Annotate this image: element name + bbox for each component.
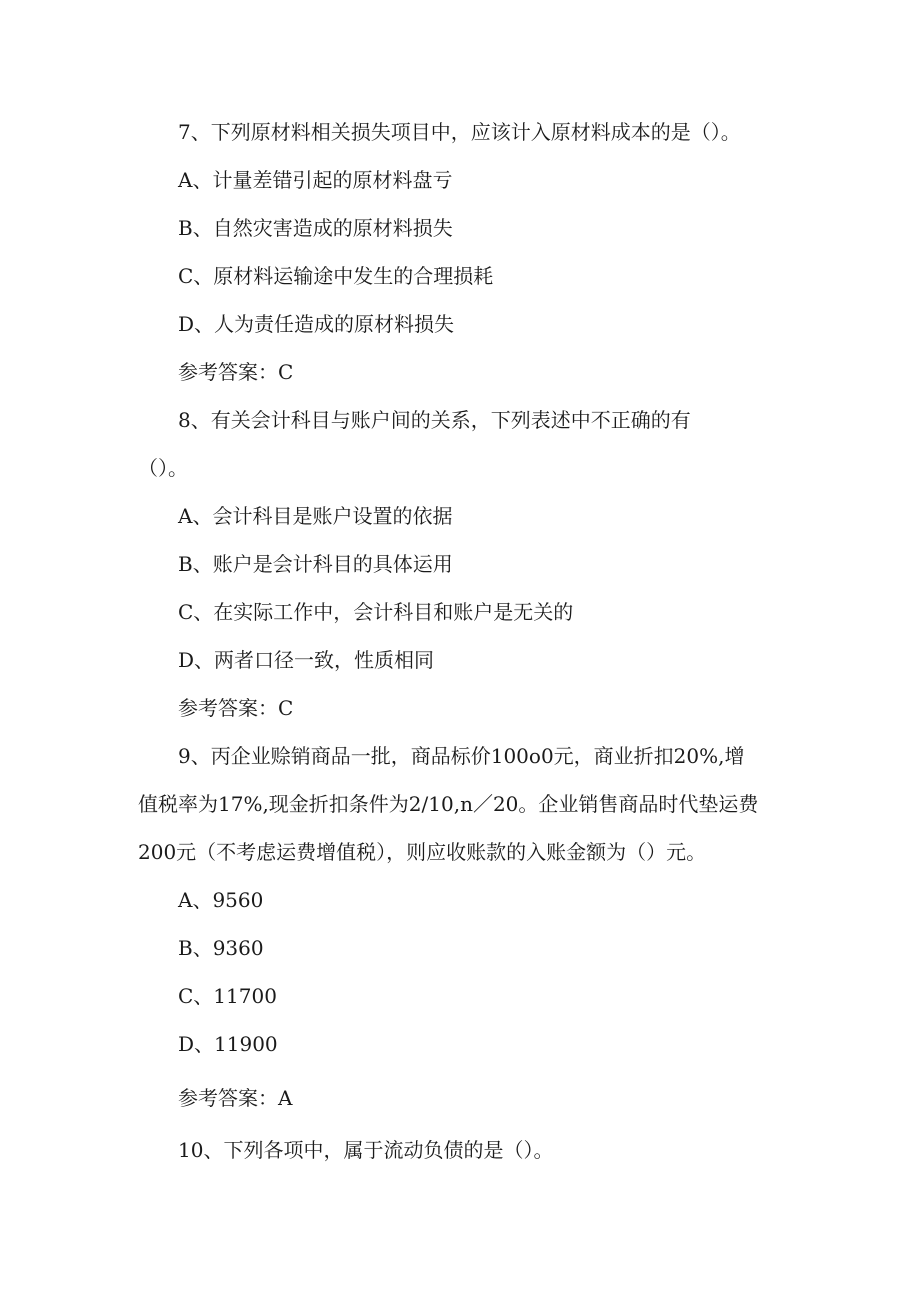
question-10-stem: 10、下列各项中，属于流动负债的是（）。 — [178, 1138, 554, 1162]
question-7-option-d: D、人为责任造成的原材料损失 — [178, 312, 455, 336]
question-7-option-a: A、计量差错引起的原材料盘亏 — [178, 168, 453, 192]
question-9-option-d: D、11900 — [178, 1032, 278, 1056]
question-7-stem: 7、下列原材料相关损失项目中，应该计入原材料成本的是（）。 — [178, 120, 741, 144]
question-7-option-c: C、原材料运输途中发生的合理损耗 — [178, 264, 494, 288]
question-9-answer: 参考答案：A — [178, 1086, 293, 1110]
question-8-stem: 8、有关会计科目与账户间的关系，下列表述中不正确的有 — [178, 408, 691, 432]
question-9-option-c: C、11700 — [178, 984, 277, 1008]
question-9-stem-line-2: 值税率为17%,现金折扣条件为2/10,n／20。企业销售商品时代垫运费 — [138, 792, 759, 816]
question-9-stem-line-3: 200元（不考虑运费增值税），则应收账款的入账金额为（）元。 — [138, 840, 707, 864]
question-9-stem: 9、丙企业赊销商品一批，商品标价100o0元，商业折扣20%,增 — [178, 744, 745, 768]
question-9-option-a: A、9560 — [178, 888, 264, 912]
question-8-option-d: D、两者口径一致，性质相同 — [178, 648, 435, 672]
question-8-answer: 参考答案：C — [178, 696, 294, 720]
question-7-option-b: B、自然灾害造成的原材料损失 — [178, 216, 453, 240]
question-7-answer: 参考答案：C — [178, 360, 294, 384]
question-8-stem-continued: （）。 — [138, 456, 188, 480]
question-8-option-b: B、账户是会计科目的具体运用 — [178, 552, 453, 576]
question-8-option-a: A、会计科目是账户设置的依据 — [178, 504, 453, 528]
question-8-option-c: C、在实际工作中，会计科目和账户是无关的 — [178, 600, 574, 624]
question-9-option-b: B、9360 — [178, 936, 264, 960]
